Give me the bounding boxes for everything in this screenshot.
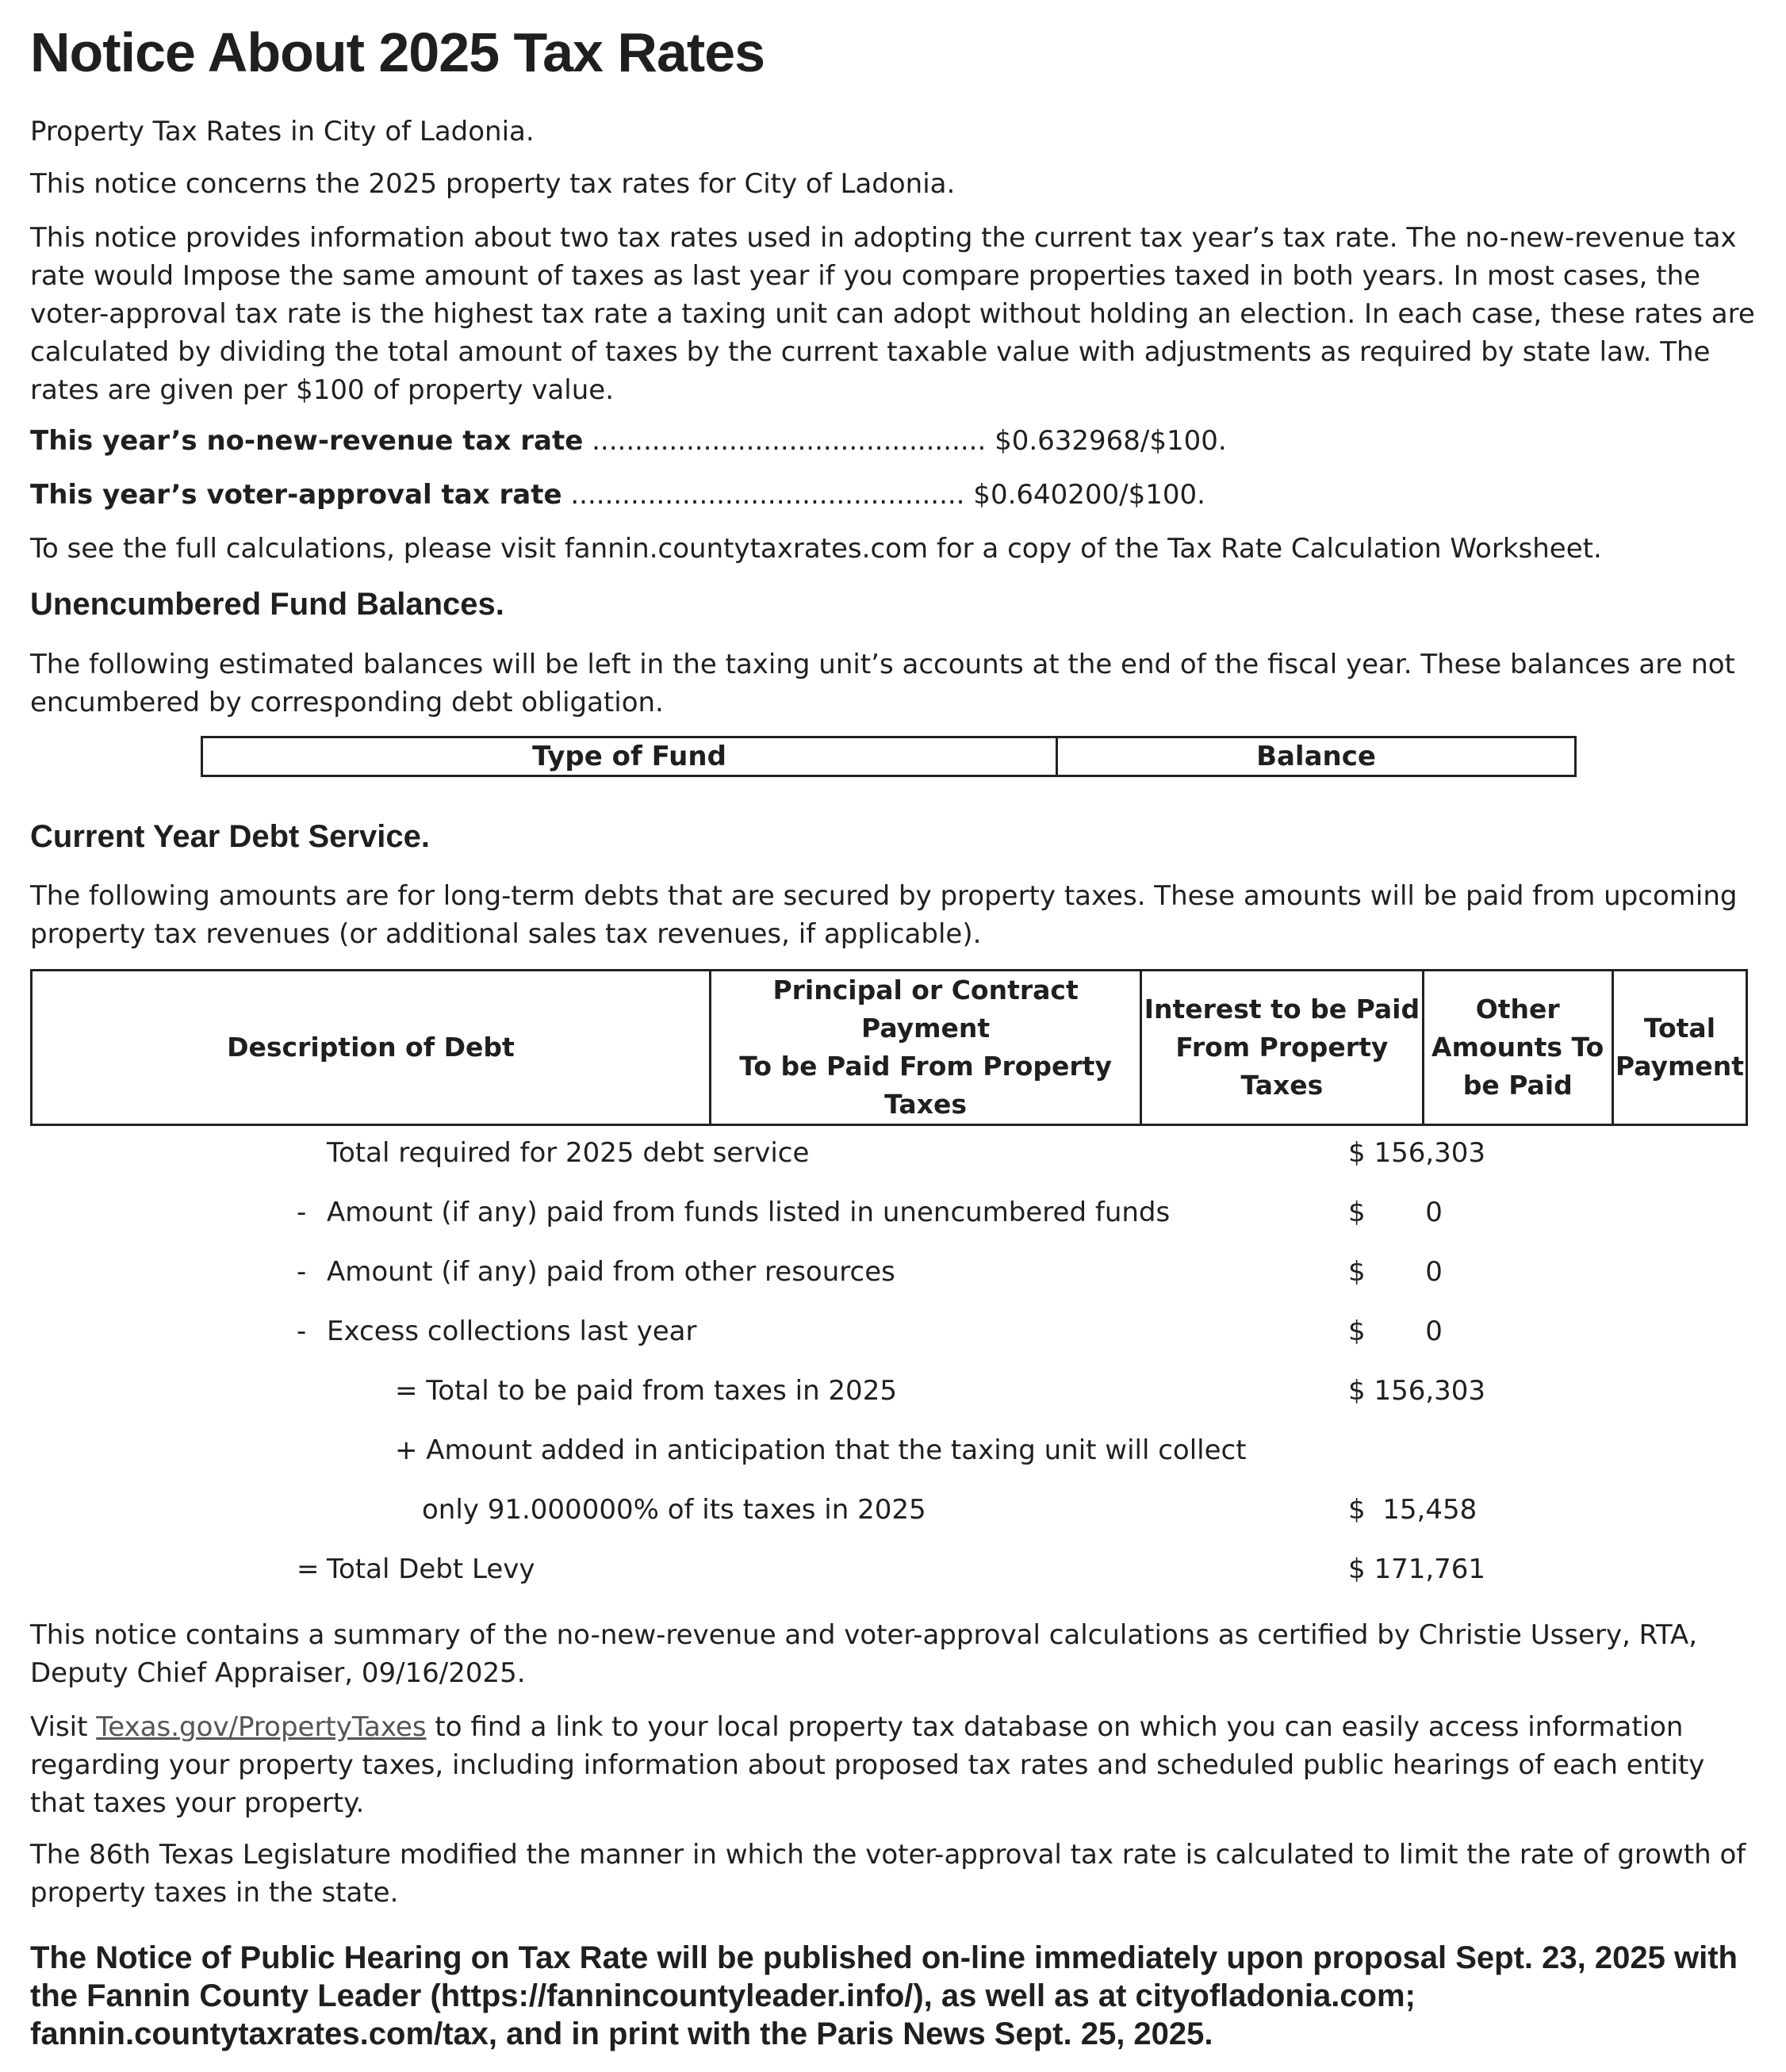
voter-approval-rate-line xyxy=(30,476,1205,514)
fund-balances-text: The following estimated balances will be left in the taxing unit’s accounts at the end of the fiscal year. These balances are not encumbered by corresponding debt obligation. xyxy=(30,649,1735,718)
header-line: Principal or Contract Payment xyxy=(772,975,1079,1044)
total-debt-levy-amount: $ 171,761 xyxy=(1348,1553,1486,1585)
total-debt-levy-label: Total Debt Levy xyxy=(327,1553,535,1585)
total-payment-header xyxy=(1612,971,1746,1125)
no-new-revenue-rate-label: This year’s no-new-revenue tax rate xyxy=(30,425,584,457)
intro-line-1: Property Tax Rates in City of Ladonia. xyxy=(30,116,535,147)
page-title: Notice About 2025 Tax Rates xyxy=(30,21,765,83)
leader-dots: .............................................. xyxy=(583,425,987,457)
balance-header: Balance xyxy=(1057,737,1576,776)
other-resources-amount: $ 0 xyxy=(1348,1256,1443,1288)
certification-text: This notice contains a summary of the no-new-revenue and voter-approval calculations as certified by Christie Ussery, RTA, Deputy Chief Appraiser, 09/16/2025. xyxy=(30,1619,1698,1689)
calculation-note: To see the full calculations, please visit fannin.countytaxrates.com for a copy of the Tax Rate Calculation Worksheet. xyxy=(30,533,1602,565)
debt-service-table xyxy=(30,969,1748,1126)
header-line: be Paid xyxy=(1462,1070,1573,1101)
voter-approval-rate-label: This year’s voter-approval tax rate xyxy=(30,479,562,511)
anticipation-label-line-1: + Amount added in anticipation that the taxing unit will collect xyxy=(395,1434,1247,1466)
table-header-row xyxy=(202,737,1576,776)
intro-line-2: This notice concerns the 2025 property tax rates for City of Ladonia. xyxy=(30,168,956,200)
principal-payment-header xyxy=(710,971,1140,1125)
intro-paragraph: This notice provides information about two tax rates used in adopting the current tax year’s tax rate. The no-new-revenue tax rate would Impose the same amount of taxes as last year if you compare properties taxed in both years. In most cases, the voter-approval tax rate is the highest tax rate a taxing unit can adopt without holding an election. In each case, these rates are calculated by dividing the total amount of taxes by the current taxable value with adjustments as required by state law. The rates are given per $100 of property value. xyxy=(30,222,1755,406)
fund-balances-table xyxy=(201,736,1577,777)
anticipation-label-line-2: only 91.000000% of its taxes in 2025 xyxy=(422,1494,926,1526)
total-paid-amount: $ 156,303 xyxy=(1348,1375,1486,1407)
interest-header xyxy=(1141,971,1423,1125)
visit-prefix: Visit xyxy=(30,1711,97,1743)
unencumbered-funds-label: Amount (if any) paid from funds listed in unencumbered funds xyxy=(327,1197,1171,1228)
minus-sign: - xyxy=(297,1197,307,1228)
public-hearing-notice: The Notice of Public Hearing on Tax Rate will be published on-line immediately upon proposal Sept. 23, 2025 with the Fannin County Leader (https://fannincountyleader.info/), as well as at cityofladonia.com; fannin.countytaxrates.com/tax, and in print with the Paris News Sept. 25, 2025. xyxy=(30,1940,1738,2051)
header-text: Description of Debt xyxy=(227,1032,515,1063)
voter-approval-rate-value: $0.640200/$100. xyxy=(964,479,1205,511)
excess-collections-amount: $ 0 xyxy=(1348,1316,1443,1347)
legislature-note: The 86th Texas Legislature modified the manner in which the voter-approval tax rate is calculated to limit the rate of growth of property taxes in the state. xyxy=(30,1839,1746,1909)
header-line: Other xyxy=(1475,994,1560,1025)
minus-sign: - xyxy=(297,1316,307,1347)
header-line: From Property Taxes xyxy=(1175,1032,1389,1101)
header-line: Interest to be Paid xyxy=(1144,994,1420,1025)
unencumbered-funds-amount: $ 0 xyxy=(1348,1197,1443,1228)
leader-dots: .............................................. xyxy=(561,479,965,511)
other-amounts-header xyxy=(1423,971,1612,1125)
total-required-amount: $ 156,303 xyxy=(1348,1137,1486,1169)
visit-suffix: to find a link to your local property tax database on which you can easily access information regarding your property taxes, including information about proposed tax rates and scheduled public hearings of each entity that taxes your property. xyxy=(30,1711,1705,1819)
header-line: Amounts To xyxy=(1431,1032,1604,1063)
total-required-label: Total required for 2025 debt service xyxy=(327,1137,810,1169)
table-header-row xyxy=(32,971,1747,1125)
equals-sign: = xyxy=(297,1553,320,1585)
minus-sign: - xyxy=(297,1256,307,1288)
excess-collections-label: Excess collections last year xyxy=(327,1316,697,1347)
property-taxes-link[interactable]: Texas.gov/PropertyTaxes xyxy=(96,1711,427,1743)
anticipation-amount: $ 15,458 xyxy=(1348,1494,1477,1526)
no-new-revenue-rate-value: $0.632968/$100. xyxy=(986,425,1227,457)
header-line: To be Paid From Property Taxes xyxy=(739,1051,1112,1120)
header-line: Total xyxy=(1643,1013,1716,1044)
debt-service-heading: Current Year Debt Service. xyxy=(30,819,430,854)
header-line: Payment xyxy=(1615,1051,1744,1082)
visit-paragraph xyxy=(30,1708,1767,1822)
total-paid-label: = Total to be paid from taxes in 2025 xyxy=(395,1375,897,1407)
description-of-debt-header xyxy=(32,971,711,1125)
fund-balances-heading: Unencumbered Fund Balances. xyxy=(30,587,504,622)
type-of-fund-header: Type of Fund xyxy=(202,737,1057,776)
no-new-revenue-rate-line xyxy=(30,422,1227,460)
other-resources-label: Amount (if any) paid from other resources xyxy=(327,1256,895,1288)
debt-service-text: The following amounts are for long-term debts that are secured by property taxes. These amounts will be paid from upcoming property tax revenues (or additional sales tax revenues, if applicable). xyxy=(30,880,1738,950)
